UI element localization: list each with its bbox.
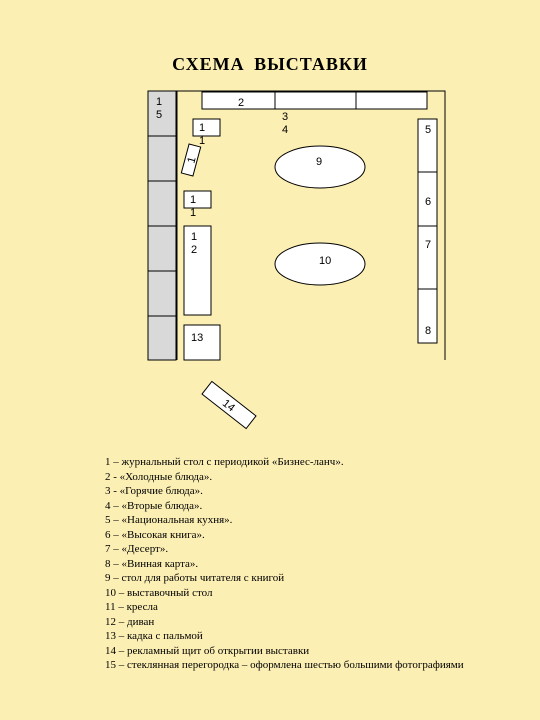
armchair-1 [193,119,220,147]
right-stands [418,119,437,343]
armchair-2-label: 1 [185,155,199,165]
stand-7 [418,226,437,289]
exhibition-table-label: 10 [319,255,332,267]
legend-item: 11 – кресла [105,601,158,613]
partition-panel-2 [148,136,176,181]
sofa-label: 1 2 [191,231,198,256]
armchair-3 [184,191,211,219]
legend-item: 7 – «Десерт». [105,543,169,555]
ad-board-label: 14 [219,397,238,415]
top-table-label-2: 2 [238,97,245,109]
legend-item: 12 – диван [105,615,155,628]
palm-tub [184,325,220,360]
legend-item: 14 – рекламный щит об открытии выставки [105,644,310,657]
stand-7-label: 7 [425,239,432,251]
sofa [184,226,211,315]
partition-panel-3 [148,181,176,226]
legend-item: 8 – «Винная карта». [105,557,199,570]
reading-table [275,146,365,188]
partition-panel-5 [148,271,176,316]
legend-item: 15 – стеклянная перегородка – оформлена шестью большими фотографиями [105,659,464,671]
legend-item: 10 – выставочный стол [105,586,213,599]
armchair-1-label: 1 1 [199,122,206,147]
stand-8-label: 8 [425,325,432,337]
legend-item: 4 – «Вторые блюда». [105,499,203,512]
legend [105,455,464,673]
legend-item: 5 – «Национальная кухня». [105,514,233,526]
partition-panel-4 [148,226,176,271]
legend-item: 1 – журнальный стол с периодикой «Бизнес-ланч». [105,456,344,468]
top-table-section-3 [275,92,356,109]
legend-item: 6 – «Высокая книга». [105,528,205,541]
glass-partition [148,91,176,360]
legend-item: 3 - «Горячие блюда». [105,485,203,497]
page-title: СХЕМА ВЫСТАВКИ [172,54,368,74]
stand-6-label: 6 [425,196,432,208]
top-table-section-4 [356,92,427,109]
partition-panel-6 [148,316,176,360]
legend-item: 2 - «Холодные блюда». [105,470,213,483]
exhibition-table [275,243,365,285]
legend-item: 13 – кадка с пальмой [105,630,203,642]
palm-tub-label: 13 [191,332,204,344]
reading-table-label: 9 [316,156,323,168]
top-table [202,92,427,136]
stand-5-label: 5 [425,124,432,136]
armchair-2 [181,144,201,176]
partition-label: 1 5 [156,96,163,121]
ad-board [202,381,256,428]
armchair-3-label: 1 1 [190,194,197,219]
top-table-label-3-4: 3 4 [282,111,289,136]
legend-item: 9 – стол для работы читателя с книгой [105,572,285,584]
